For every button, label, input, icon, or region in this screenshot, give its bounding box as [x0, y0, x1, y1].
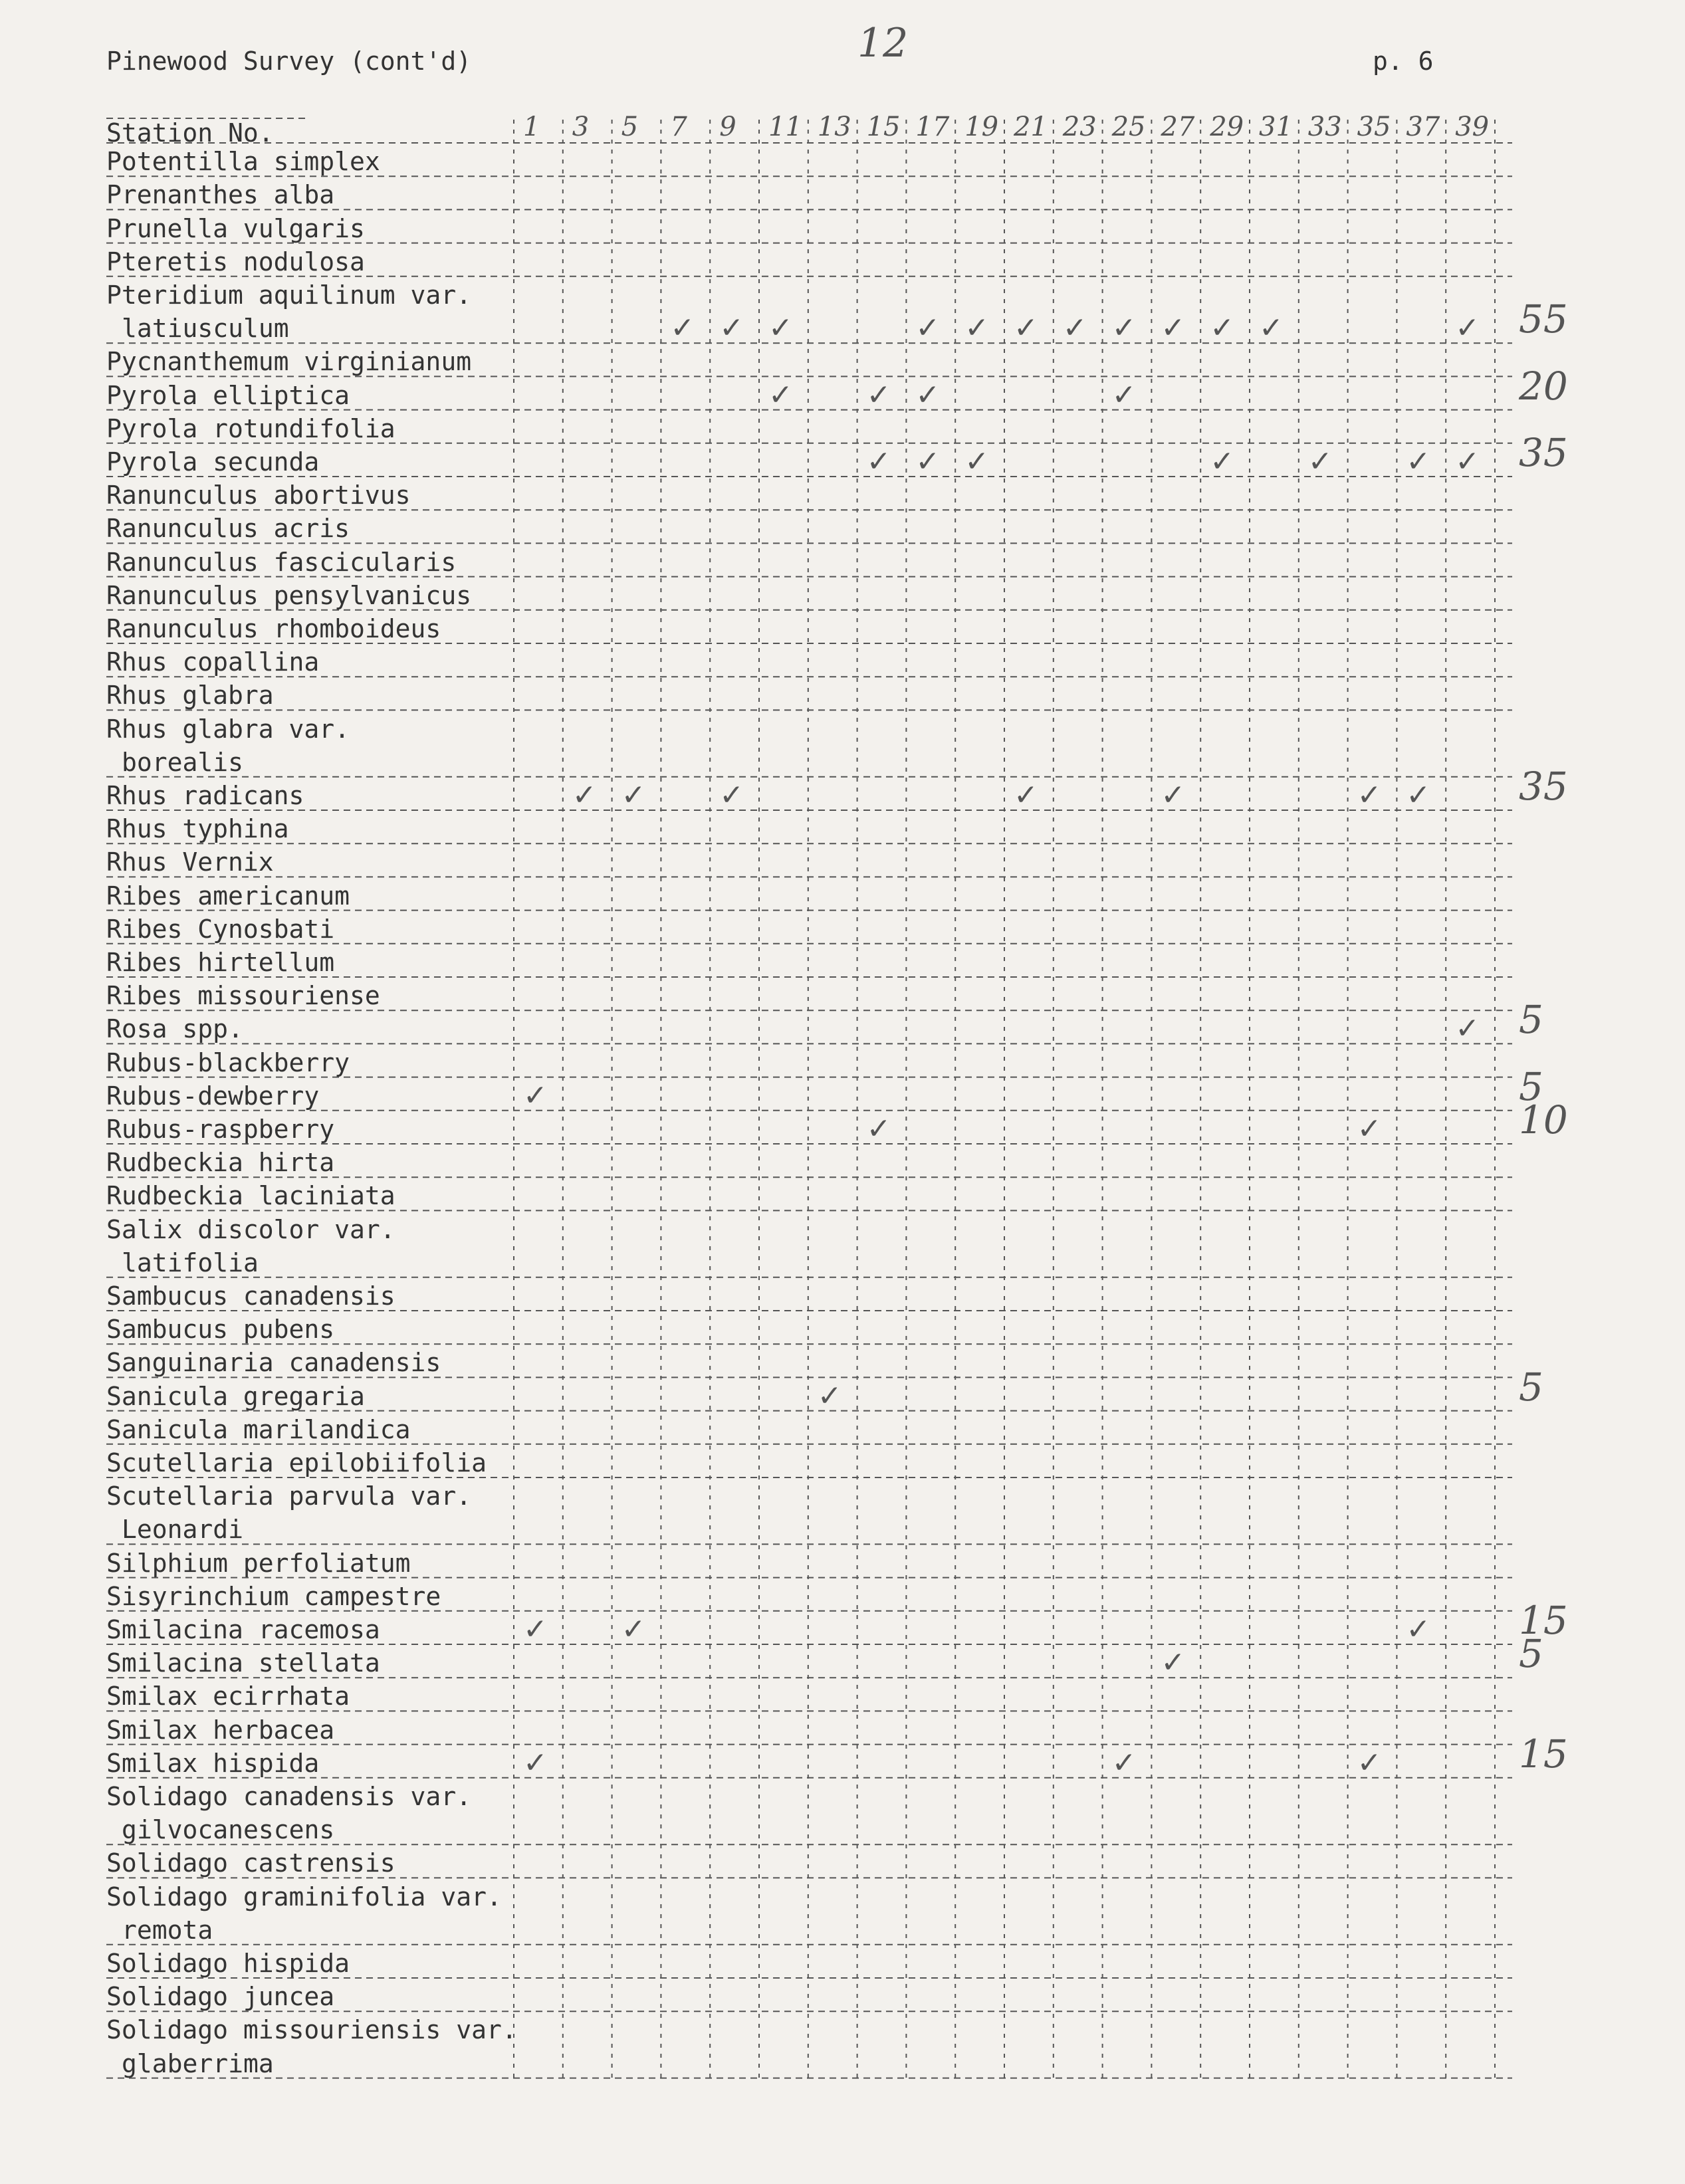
check-mark: ✓: [1259, 311, 1284, 346]
row-total: 15: [1519, 1731, 1568, 1777]
row-total: 5: [1519, 1063, 1543, 1109]
species-name: Pycnanthemum virginianum: [106, 347, 472, 377]
species-name: Solidago missouriensis var.: [106, 2015, 517, 2045]
species-name: Smilacina stellata: [106, 1648, 380, 1678]
row-total: 5: [1519, 997, 1543, 1043]
species-name: Smilacina racemosa: [106, 1615, 380, 1644]
row-total: 15: [1519, 1598, 1568, 1643]
check-mark: ✓: [523, 1612, 548, 1646]
check-mark: ✓: [866, 378, 891, 412]
station-number: 1: [523, 112, 540, 142]
species-name: Prunella vulgaris: [106, 213, 365, 243]
species-name: Rhus typhina: [106, 814, 289, 844]
station-number: 33: [1307, 112, 1342, 142]
check-mark: ✓: [1014, 311, 1038, 346]
species-name: Rhus glabra var.: [106, 714, 350, 744]
species-name: Rubus-blackberry: [106, 1047, 350, 1077]
check-mark: ✓: [768, 378, 793, 412]
species-name: Pyrola elliptica: [106, 380, 350, 410]
row-total: 10: [1519, 1097, 1568, 1143]
check-mark: ✓: [719, 778, 744, 812]
species-name: Ranunculus abortivus: [106, 481, 411, 510]
species-name: Silphium perfoliatum: [106, 1548, 411, 1578]
species-name: Ribes Cynosbati: [106, 914, 335, 944]
species-variety: borealis: [122, 747, 244, 777]
check-mark: ✓: [915, 445, 941, 479]
species-name: Prenanthes alba: [106, 180, 335, 210]
handwritten-page-note: 12: [857, 20, 909, 66]
species-variety: gilvocanescens: [122, 1815, 335, 1845]
row-total: 35: [1519, 764, 1568, 809]
species-name: Scutellaria epilobiifolia: [106, 1448, 487, 1477]
species-name: Rhus Vernix: [106, 847, 274, 877]
species-name: Ribes americanum: [106, 881, 350, 911]
species-variety: Leonardi: [122, 1515, 244, 1545]
species-name: Solidago canadensis var.: [106, 1782, 472, 1811]
check-mark: ✓: [1357, 778, 1382, 812]
check-mark: ✓: [1455, 1012, 1480, 1046]
station-number: 7: [670, 112, 687, 142]
species-name: Solidago graminifolia var.: [106, 1882, 502, 1911]
check-mark: ✓: [1161, 778, 1186, 812]
station-number: 5: [621, 112, 639, 142]
species-name: Sanicula marilandica: [106, 1414, 411, 1444]
check-mark: ✓: [621, 778, 646, 812]
station-number: 9: [719, 112, 736, 142]
check-mark: ✓: [915, 378, 941, 412]
check-mark: ✓: [1161, 311, 1186, 346]
station-number: 21: [1014, 112, 1048, 142]
species-name: Ranunculus fascicularis: [106, 547, 457, 577]
species-variety: latifolia: [122, 1248, 259, 1277]
species-name: Pyrola rotundifolia: [106, 413, 395, 443]
station-number: 3: [572, 112, 590, 142]
station-number: 13: [817, 112, 851, 142]
station-number: 23: [1062, 112, 1097, 142]
check-mark: ✓: [523, 1078, 548, 1113]
check-mark: ✓: [719, 311, 744, 346]
check-mark: ✓: [817, 1378, 842, 1413]
species-variety: glaberrima: [122, 2048, 274, 2078]
check-mark: ✓: [1062, 311, 1087, 346]
check-mark: ✓: [1161, 1646, 1186, 1680]
station-number: 15: [866, 112, 901, 142]
species-name: Rudbeckia hirta: [106, 1148, 335, 1178]
check-mark: ✓: [1455, 445, 1480, 479]
check-mark: ✓: [915, 311, 941, 346]
check-mark: ✓: [572, 778, 597, 812]
species-name: Rubus-raspberry: [106, 1115, 335, 1144]
species-variety: remota: [122, 1915, 213, 1945]
check-mark: ✓: [1357, 1112, 1382, 1146]
species-name: Potentilla simplex: [106, 147, 380, 177]
check-mark: ✓: [964, 445, 990, 479]
species-variety: latiusculum: [122, 314, 289, 344]
check-mark: ✓: [964, 311, 990, 346]
station-number: 29: [1210, 112, 1244, 142]
species-name: Solidago hispida: [106, 1949, 350, 1978]
check-mark: ✓: [1406, 778, 1431, 812]
row-total: 55: [1519, 296, 1568, 342]
check-mark: ✓: [866, 445, 891, 479]
species-name: Pteretis nodulosa: [106, 247, 365, 276]
station-number: 11: [768, 112, 802, 142]
check-mark: ✓: [1014, 778, 1038, 812]
species-name: Sisyrinchium campestre: [106, 1581, 441, 1611]
check-mark: ✓: [670, 311, 695, 346]
check-mark: ✓: [1210, 311, 1235, 346]
species-name: Rhus radicans: [106, 781, 304, 810]
row-total: 20: [1519, 363, 1568, 409]
row-total: 5: [1519, 1364, 1543, 1410]
species-name: Pteridium aquilinum var.: [106, 280, 472, 310]
species-name: Sanguinaria canadensis: [106, 1348, 441, 1378]
check-mark: ✓: [866, 1112, 891, 1146]
check-mark: ✓: [1111, 311, 1137, 346]
station-number: 25: [1111, 112, 1146, 142]
species-name: Rubus-dewberry: [106, 1081, 320, 1111]
check-mark: ✓: [621, 1612, 646, 1646]
check-mark: ✓: [1406, 445, 1431, 479]
species-name: Sambucus canadensis: [106, 1281, 395, 1311]
check-mark: ✓: [768, 311, 793, 346]
station-number: 39: [1455, 112, 1490, 142]
species-name: Ranunculus rhomboideus: [106, 614, 441, 643]
station-number: 31: [1259, 112, 1293, 142]
species-name: Smilax herbacea: [106, 1715, 335, 1745]
survey-title: Pinewood Survey (cont'd): [106, 47, 472, 76]
species-name: Ranunculus acris: [106, 514, 350, 544]
species-name: Scutellaria parvula var.: [106, 1481, 472, 1511]
page-number: p. 6: [1373, 47, 1434, 76]
station-number: 37: [1406, 112, 1440, 142]
species-name: Rhus copallina: [106, 647, 320, 677]
species-name: Solidago juncea: [106, 1982, 335, 2012]
species-name: Ranunculus pensylvanicus: [106, 580, 472, 610]
species-name: Rosa spp.: [106, 1014, 243, 1044]
species-name: Pyrola secunda: [106, 447, 320, 477]
species-name: Sambucus pubens: [106, 1315, 335, 1345]
species-name: Solidago castrensis: [106, 1848, 395, 1878]
check-mark: ✓: [1406, 1612, 1431, 1646]
check-mark: ✓: [1111, 378, 1137, 412]
species-name: Rudbeckia laciniata: [106, 1181, 395, 1211]
station-label: Station No.: [106, 118, 274, 148]
row-total: 35: [1519, 430, 1568, 475]
station-number: 19: [964, 112, 999, 142]
check-mark: ✓: [523, 1745, 548, 1780]
station-number: 35: [1357, 112, 1391, 142]
species-name: Ribes missouriense: [106, 981, 380, 1011]
check-mark: ✓: [1111, 1745, 1137, 1780]
station-number: 17: [915, 112, 950, 142]
check-mark: ✓: [1455, 311, 1480, 346]
check-mark: ✓: [1307, 445, 1333, 479]
check-mark: ✓: [1210, 445, 1235, 479]
row-total: 5: [1519, 1631, 1543, 1677]
species-name: Salix discolor var.: [106, 1214, 395, 1244]
species-name: Sanicula gregaria: [106, 1381, 365, 1411]
check-mark: ✓: [1357, 1745, 1382, 1780]
station-number: 27: [1161, 112, 1195, 142]
species-name: Smilax ecirrhata: [106, 1682, 350, 1711]
species-name: Ribes hirtellum: [106, 948, 335, 977]
species-name: Smilax hispida: [106, 1748, 320, 1778]
species-name: Rhus glabra: [106, 681, 274, 710]
